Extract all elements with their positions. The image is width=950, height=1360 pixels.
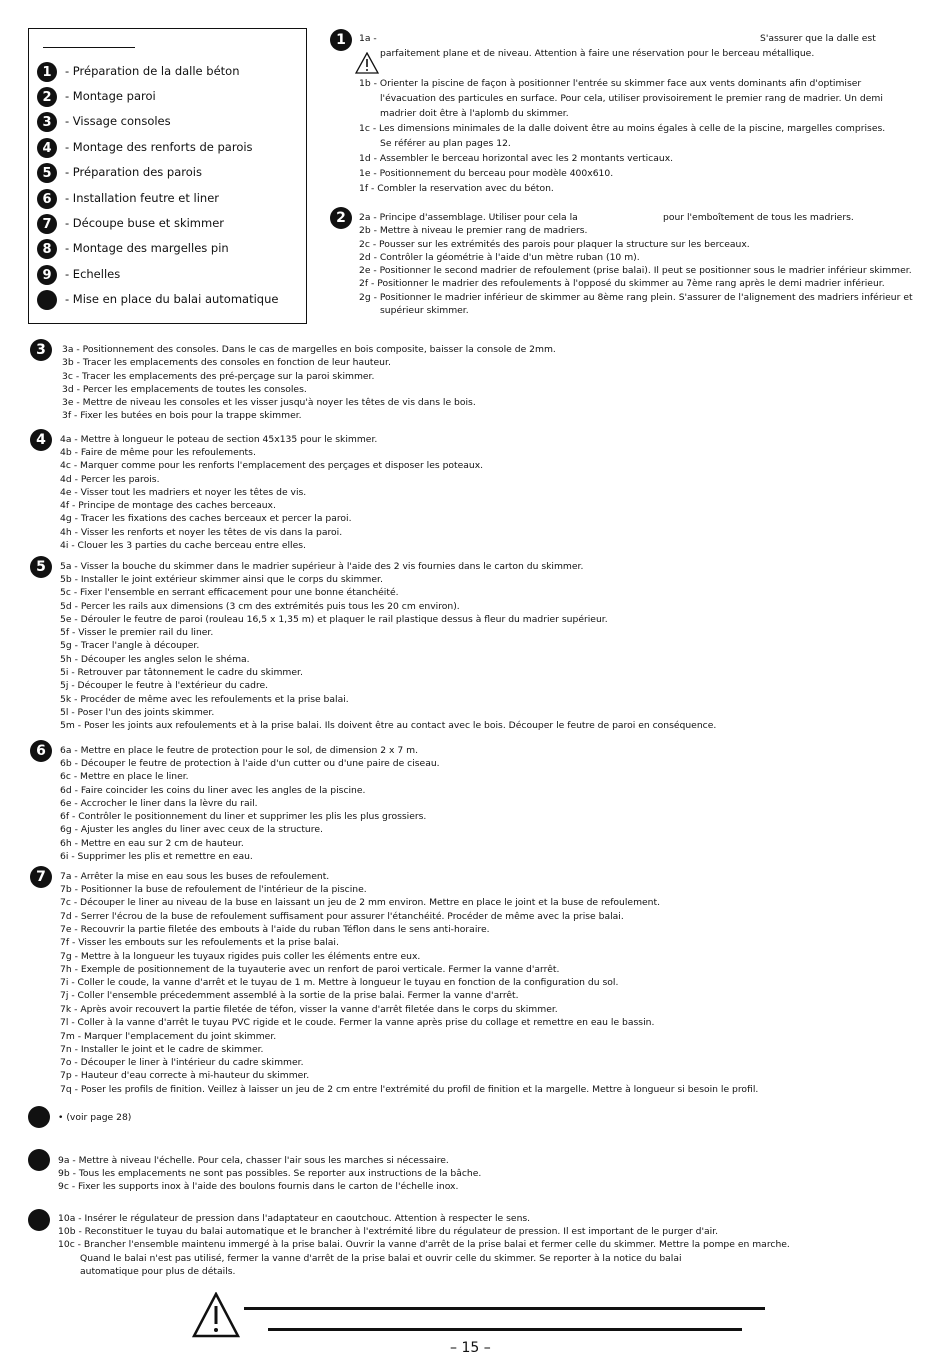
step-line: 7g - Mettre à la longueur les tuyaux rigides puis coller les éléments entre eux.: [60, 951, 421, 962]
step-line: 10a - Insérer le régulateur de pression dans l'adaptateur en caoutchouc. Attention à respecter le sens.: [58, 1213, 531, 1224]
step-line: supérieur skimmer.: [380, 305, 469, 316]
step-line: 7p - Hauteur d'eau correcte à mi-hauteur du skimmer.: [60, 1070, 310, 1081]
step-line: 1c - Les dimensions minimales de la dalle doivent être au moins égales à celle de la piscine, margelles comprises.: [359, 123, 886, 134]
warning-triangle-icon: [355, 52, 379, 74]
step-line: 7f - Visser les embouts sur les refoulements et la prise balai.: [60, 937, 339, 948]
section-10-badge: [28, 1209, 50, 1231]
step-line: Se référer au plan pages 12.: [380, 138, 511, 149]
step-line: 6g - Ajuster les angles du liner avec ceux de la structure.: [60, 824, 323, 835]
warning-triangle-icon: [192, 1292, 240, 1338]
step-line: 3f - Fixer les butées en bois pour la trappe skimmer.: [62, 410, 302, 421]
step-line: 5i - Retrouver par tâtonnement le cadre du skimmer.: [60, 667, 303, 678]
step-line: 6d - Faire coincider les coins du liner avec les angles de la piscine.: [60, 785, 366, 796]
step-line: 2c - Pousser sur les extrémités des parois pour plaquer la structure sur les berceaux.: [359, 239, 750, 250]
toc-item-label: - Montage des renforts de parois: [65, 140, 253, 154]
toc-item-label: - Echelles: [65, 267, 121, 281]
step-line: 10b - Reconstituer le tuyau du balai automatique et le brancher à l'extrémité libre du régulateur de pression. Il est important de le purger d'air.: [58, 1226, 719, 1237]
step-line: 10c - Brancher l'ensemble maintenu immergé à la prise balai. Ouvrir la vanne d'arrêt de la prise balai et fermer celle du skimmer. Mettre la pompe en marche.: [58, 1239, 790, 1250]
step-line: 2b - Mettre à niveau le premier rang de madriers.: [359, 225, 588, 236]
step-line: 7a - Arrêter la mise en eau sous les buses de refoulement.: [60, 871, 330, 882]
step-number-badge: 3: [37, 112, 57, 132]
step-line: 5g - Tracer l'angle à découper.: [60, 640, 200, 651]
step-line: l'évacuation des particules en surface. Pour cela, utiliser provisoirement le premier rang de madrier. Un demi: [380, 93, 883, 104]
step-line: 3a - Positionnement des consoles. Dans le cas de margelles en bois composite, baisser la console de 2mm.: [62, 344, 556, 355]
step-line: 4i - Clouer les 3 parties du cache berceau entre elles.: [60, 540, 306, 551]
step-line: 1a -: [359, 33, 377, 44]
step-line: • (voir page 28): [58, 1112, 132, 1123]
toc-item[interactable]: [37, 87, 297, 109]
step-line: 3b - Tracer les emplacements des consoles en fonction de leur hauteur.: [62, 357, 391, 368]
step-line: madrier doit être à l'aplomb du skimmer.: [380, 108, 569, 119]
step-line: 2e - Positionner le second madrier de refoulement (prise balai). Il peut se positionner sous le madrier inférieur skimmer.: [359, 265, 912, 276]
step-line: 7c - Découper le liner au niveau de la buse en laissant un jeu de 2 mm environ. Mettre en place le joint et la buse de refoulement.: [60, 897, 661, 908]
toc-item[interactable]: [37, 163, 297, 185]
section-6-badge: 6: [30, 740, 52, 762]
step-line: 4a - Mettre à longueur le poteau de section 45x135 pour le skimmer.: [60, 434, 378, 445]
toc-item[interactable]: [37, 112, 297, 134]
toc-item-label: - Mise en place du balai automatique: [65, 292, 279, 306]
toc-item-label: - Installation feutre et liner: [65, 191, 220, 205]
step-line: 5c - Fixer l'ensemble en serrant efficacement pour une bonne étanchéité.: [60, 587, 399, 598]
section-4-badge: 4: [30, 429, 52, 451]
toc-heading-line: [43, 47, 135, 48]
step-line: 6f - Contrôler le positionnement du liner et supprimer les plis les plus grossiers.: [60, 811, 427, 822]
step-line: 4f - Principe de montage des caches berceaux.: [60, 500, 276, 511]
toc-item[interactable]: [37, 189, 297, 211]
step-line: 5b - Installer le joint extérieur skimmer ainsi que le corps du skimmer.: [60, 574, 383, 585]
step-line: 2f - Positionner le madrier des refoulements à l'opposé du skimmer au 7ème rang après le demi madrier inférieur.: [359, 278, 885, 289]
step-line: S'assurer que la dalle est: [760, 33, 876, 44]
step-line: 2d - Contrôler la géométrie à l'aide d'un mètre ruban (10 m).: [359, 252, 640, 263]
step-line: automatique pour plus de détails.: [80, 1266, 236, 1277]
step-line: 7e - Recouvrir la partie filetée des embouts à l'aide du ruban Téflon dans le sens anti-horaire.: [60, 924, 490, 935]
section-5-badge: 5: [30, 556, 52, 578]
step-number-badge: 7: [37, 214, 57, 234]
step-line: 7q - Poser les profils de finition. Veillez à laisser un jeu de 2 cm entre l'extrémité du profil de finition et la margelle. Mettre à longueur si besoin le profil.: [60, 1084, 759, 1095]
step-line: pour l'emboîtement de tous les madriers.: [663, 212, 854, 223]
step-line: 4e - Visser tout les madriers et noyer les têtes de vis.: [60, 487, 307, 498]
step-line: 6e - Accrocher le liner dans la lèvre du rail.: [60, 798, 258, 809]
step-line: 7l - Coller à la vanne d'arrêt le tuyau PVC rigide et le coude. Fermer la vanne après prise du collage et remettre en eau le bassin.: [60, 1017, 655, 1028]
step-line: 4h - Visser les renforts et noyer les têtes de vis dans la paroi.: [60, 527, 343, 538]
step-line: 1f - Combler la reservation avec du béton.: [359, 183, 554, 194]
step-line: 9c - Fixer les supports inox à l'aide des boulons fournis dans le carton de l'échelle inox.: [58, 1181, 459, 1192]
step-line: 1d - Assembler le berceau horizontal avec les 2 montants verticaux.: [359, 153, 674, 164]
step-number-badge: [37, 290, 57, 310]
toc-item-label: - Montage paroi: [65, 89, 156, 103]
step-line: 6b - Découper le feutre de protection à l'aide d'un cutter ou d'une paire de ciseau.: [60, 758, 440, 769]
step-line: 3d - Percer les emplacements de toutes les consoles.: [62, 384, 307, 395]
step-line: 5f - Visser le premier rail du liner.: [60, 627, 214, 638]
table-of-contents: [28, 28, 307, 324]
step-line: 5l - Poser l'un des joints skimmer.: [60, 707, 215, 718]
step-line: 4c - Marquer comme pour les renforts l'emplacement des perçages et disposer les poteaux.: [60, 460, 484, 471]
step-line: 3c - Tracer les emplacements des pré-perçage sur la paroi skimmer.: [62, 371, 375, 382]
section-7-badge: 7: [30, 866, 52, 888]
toc-item-label: - Préparation de la dalle béton: [65, 64, 240, 78]
toc-item-label: - Découpe buse et skimmer: [65, 216, 225, 230]
step-line: 2g - Positionner le madrier inférieur de skimmer au 8ème rang plein. S'assurer de l'alignement des madriers inférieur et: [359, 292, 913, 303]
step-line: Quand le balai n'est pas utilisé, fermer la vanne d'arrêt de la prise balai et ouvrir celle du skimmer. Se reporter à la notice du balai: [80, 1253, 682, 1264]
step-number-badge: 1: [37, 62, 57, 82]
step-line: 1e - Positionnement du berceau pour modèle 400x610.: [359, 168, 614, 179]
step-number-badge: 5: [37, 163, 57, 183]
step-line: 2a - Principe d'assemblage. Utiliser pour cela la: [359, 212, 578, 223]
section-1-badge: 1: [330, 29, 352, 51]
step-line: 4d - Percer les parois.: [60, 474, 160, 485]
footer-rule: [244, 1307, 765, 1310]
step-line: 6c - Mettre en place le liner.: [60, 771, 189, 782]
step-line: 9b - Tous les emplacements ne sont pas possibles. Se reporter aux instructions de la bâche.: [58, 1168, 482, 1179]
step-line: 7m - Marquer l'emplacement du joint skimmer.: [60, 1031, 277, 1042]
section-2-badge: 2: [330, 207, 352, 229]
toc-item[interactable]: [37, 265, 297, 287]
toc-item[interactable]: [37, 138, 297, 160]
toc-item-label: - Montage des margelles pin: [65, 241, 229, 255]
step-number-badge: 8: [37, 239, 57, 259]
step-line: 3e - Mettre de niveau les consoles et les visser jusqu'à noyer les têtes de vis dans le bois.: [62, 397, 476, 408]
toc-item-label: - Préparation des parois: [65, 165, 202, 179]
step-line: 5j - Découper le feutre à l'extérieur du cadre.: [60, 680, 269, 691]
step-number-badge: 9: [37, 265, 57, 285]
step-line: 7j - Coller l'ensemble précedemment assemblé à la sortie de la prise balai. Fermer la vanne d'arrêt.: [60, 990, 519, 1001]
step-line: 7h - Exemple de positionnement de la tuyauterie avec un renfort de paroi verticale. Fermer la vanne d'arrêt.: [60, 964, 560, 975]
step-line: 7i - Coller le coude, la vanne d'arrêt et le tuyau de 1 m. Mettre à longueur le tuyau en fonction de la configuration du sol.: [60, 977, 619, 988]
toc-item[interactable]: [37, 239, 297, 261]
step-number-badge: 4: [37, 138, 57, 158]
footer-rule: [268, 1328, 742, 1331]
toc-item[interactable]: [37, 62, 297, 84]
step-number-badge: 6: [37, 189, 57, 209]
toc-item-label: - Vissage consoles: [65, 114, 171, 128]
step-line: 7b - Positionner la buse de refoulement de l'intérieur de la piscine.: [60, 884, 367, 895]
page-number: – 15 –: [450, 1340, 491, 1356]
step-line: 9a - Mettre à niveau l'échelle. Pour cela, chasser l'air sous les marches si nécessaire.: [58, 1155, 449, 1166]
step-line: 5e - Dérouler le feutre de paroi (rouleau 16,5 x 1,35 m) et plaquer le rail plastique dessus à fleur du madrier supérieur.: [60, 614, 608, 625]
step-line: 4g - Tracer les fixations des caches berceaux et percer la paroi.: [60, 513, 352, 524]
step-line: 4b - Faire de même pour les refoulements.: [60, 447, 256, 458]
section-3-badge: 3: [30, 339, 52, 361]
step-line: 6i - Supprimer les plis et remettre en eau.: [60, 851, 253, 862]
step-line: 5a - Visser la bouche du skimmer dans le madrier supérieur à l'aide des 2 vis fournies dans le carton du skimmer.: [60, 561, 584, 572]
step-number-badge: 2: [37, 87, 57, 107]
step-line: 7d - Serrer l'écrou de la buse de refoulement suffisament pour assurer l'étanchéité. Procéder de même avec la prise balai.: [60, 911, 624, 922]
step-line: 5k - Procéder de même avec les refoulements et la prise balai.: [60, 694, 349, 705]
step-line: parfaitement plane et de niveau. Attention à faire une réservation pour le berceau métallique.: [380, 48, 815, 59]
section-8-badge: [28, 1106, 50, 1128]
step-line: 7o - Découper le liner à l'intérieur du cadre skimmer.: [60, 1057, 304, 1068]
step-line: 5m - Poser les joints aux refoulements et à la prise balai. Ils doivent être au contact avec le bois. Découper le feutre de paroi en conséquence.: [60, 720, 717, 731]
step-line: 5d - Percer les rails aux dimensions (3 cm des extrémités puis tous les 20 cm environ).: [60, 601, 460, 612]
step-line: 6a - Mettre en place le feutre de protection pour le sol, de dimension 2 x 7 m.: [60, 745, 419, 756]
step-line: 5h - Découper les angles selon le shéma.: [60, 654, 250, 665]
step-line: 7n - Installer le joint et le cadre de skimmer.: [60, 1044, 264, 1055]
step-line: 7k - Après avoir recouvert la partie filetée de téfon, visser la vanne d'arrêt filetée dans le corps du skimmer.: [60, 1004, 558, 1015]
toc-item[interactable]: [37, 214, 297, 236]
step-line: 1b - Orienter la piscine de façon à positionner l'entrée su skimmer face aux vents dominants afin d'optimiser: [359, 78, 862, 89]
section-9-badge: [28, 1149, 50, 1171]
toc-item[interactable]: [37, 290, 297, 312]
step-line: 6h - Mettre en eau sur 2 cm de hauteur.: [60, 838, 244, 849]
